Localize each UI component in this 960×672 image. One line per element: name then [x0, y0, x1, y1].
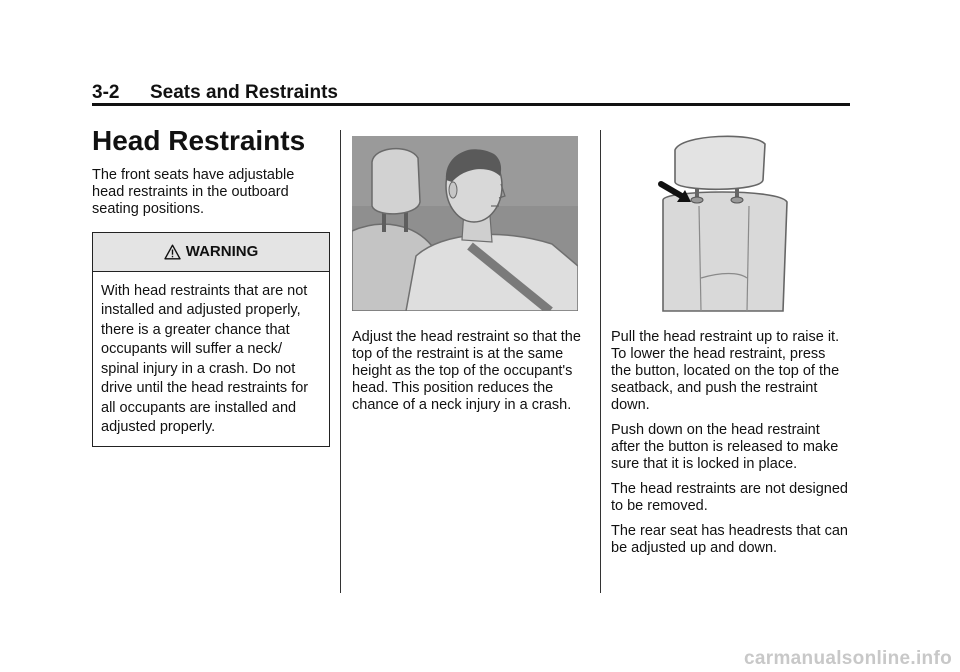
column-2 [352, 136, 582, 422]
rear-seat-note: The rear seat has headrests that can be adjusted up and down. [611, 523, 848, 556]
warning-text: With head restraints that are not installed and adjusted properly, there is a greater chance that occupants will suffer a neck/ spinal injury in a crash. Do not drive until the head restraints for all occupants are installed and adjusted properly. [101, 282, 309, 436]
raise-lower-instructions: Pull the head restraint up to raise it. To lower the head restraint, press the button, located on the top of the seatback, and push the restraint down. [611, 329, 840, 413]
column-divider-2 [600, 130, 601, 593]
removal-note: The head restraints are not designed to be removed. [611, 481, 848, 514]
warning-header [93, 233, 329, 272]
column-1 [92, 126, 330, 447]
column-3 [611, 128, 849, 565]
lock-instructions: Push down on the head restraint after the button is released to make sure that it is locked in place. [611, 422, 839, 472]
column-divider-1 [340, 130, 341, 593]
watermark: carmanualsonline.info [744, 648, 952, 669]
adjust-instructions: Adjust the head restraint so that the top of the restraint is at the same height as the top of the occupant's head. This position reduces the chance of a neck injury in a crash. [352, 329, 581, 413]
header-rule [92, 103, 850, 106]
warning-triangle-icon [164, 244, 181, 260]
section-title: Seats and Restraints [150, 82, 338, 103]
intro-text: The front seats have adjustable head restraints in the outboard seating positions. [92, 166, 295, 217]
warning-label: WARNING [185, 243, 259, 261]
seat-button-illustration [611, 128, 849, 313]
warning-box [92, 232, 330, 447]
occupant-head-restraint-illustration [352, 136, 578, 311]
page-header [92, 82, 850, 104]
page-number: 3-2 [92, 82, 120, 103]
page-title: Head Restraints [92, 125, 306, 156]
